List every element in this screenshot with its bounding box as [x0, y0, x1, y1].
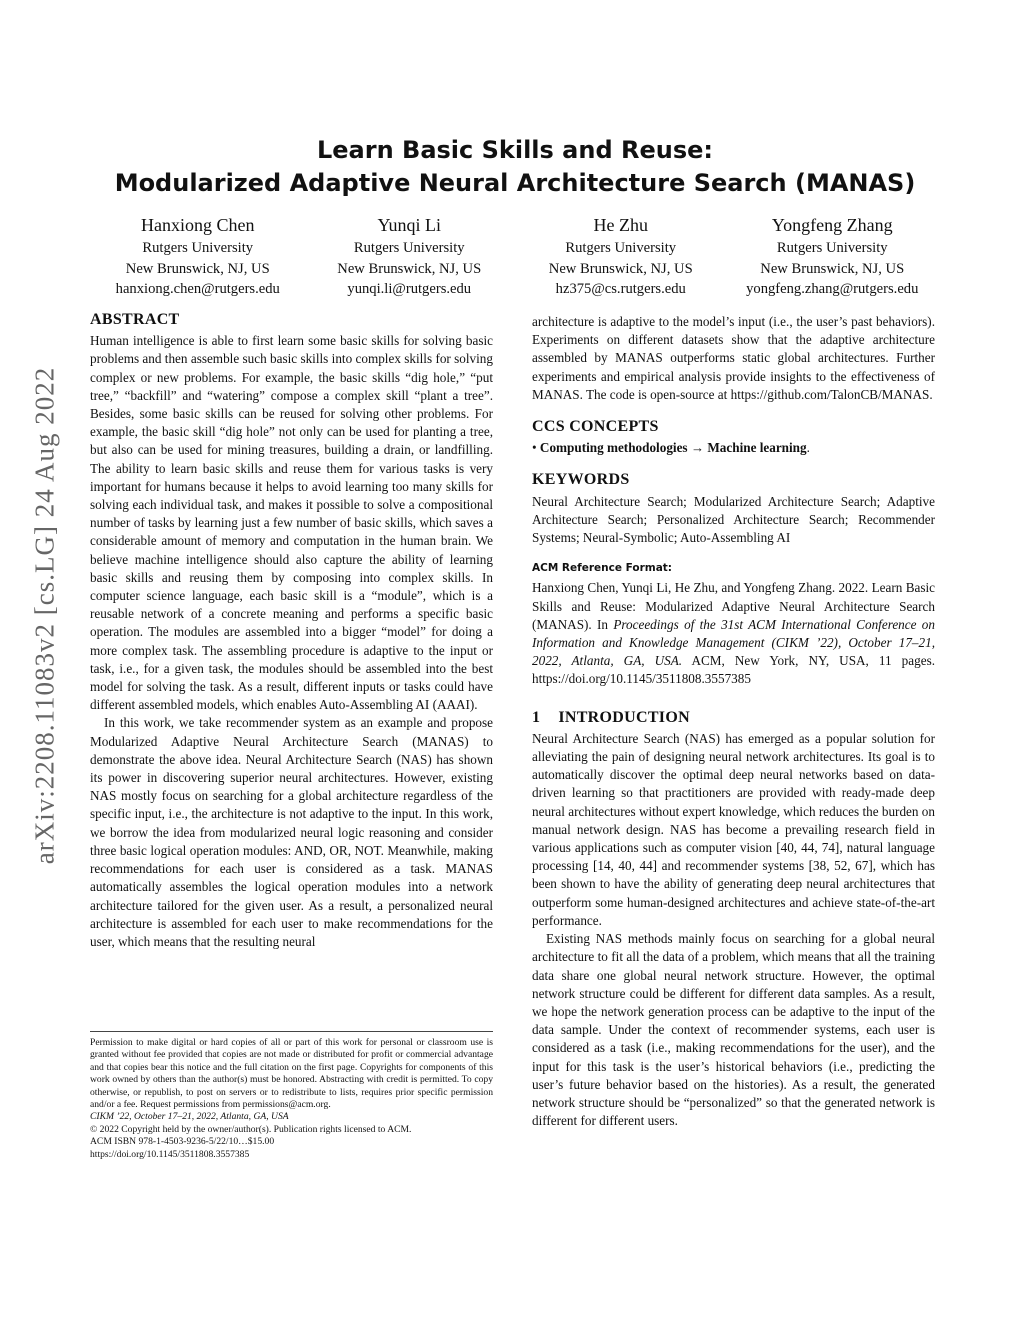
author-email[interactable]: hz375@cs.rutgers.edu — [555, 281, 686, 297]
permission-text: Permission to make digital or hard copies of all or part of this work for personal or classroom use is granted without fee provided that copies are not made or distributed for profit or commercial advantage and that copies bear this notice and the full citation on the first page. Copyrights for components of this work owned by others than the author(s) must be honored. Abstracting with credit is permitted. To copy otherwise, or republish, to post on servers or to redistribute to lists, requires prior specific permission and/or a fee. Request permissions from permissions@acm.org. — [90, 1037, 493, 1111]
author-affiliation: Rutgers University — [565, 240, 677, 256]
left-column — [90, 311, 493, 951]
author-location: New Brunswick, NJ, US — [337, 260, 482, 277]
author-block — [515, 214, 727, 300]
doi-link[interactable]: https://doi.org/10.1145/3511808.3557385 — [90, 1148, 250, 1160]
author-block — [92, 214, 304, 300]
keywords-heading: KEYWORDS — [532, 471, 630, 489]
right-column — [532, 313, 935, 1130]
author-email[interactable]: hanxiong.chen@rutgers.edu — [115, 281, 280, 297]
author-email[interactable]: yunqi.li@rutgers.edu — [347, 281, 472, 297]
author-location: New Brunswick, NJ, US — [548, 260, 693, 277]
abstract-paragraph-3: architecture is adaptive to the model’s input (i.e., the user’s past behaviors). Experiments on different datasets show that the adaptive architecture assembled by MANAS outperforms static global architectures. Further experiments and empirical analysis provide insights to the effectiveness of MANAS. The code is open-source at https://github.com/TalonCB/MANAS. — [532, 314, 935, 402]
copyright-line: © 2022 Copyright held by the owner/author(s). Publication rights licensed to ACM. — [90, 1123, 412, 1135]
conference-line: CIKM ’22, October 17–21, 2022, Atlanta, GA, USA — [90, 1111, 289, 1123]
acm-reference-heading: ACM Reference Format: — [532, 562, 672, 575]
abstract-paragraph-2: In this work, we take recommender system as an example and propose Modularized Adaptive Neural Architecture Search (MANAS) to demonstrate the above idea. Neural Architecture Search (NAS) has shown its power in discovering superior neural architectures. However, existing NAS mostly focus on searching for a global architecture regardless of the specific input, i.e., the architecture is not adaptive to the input. In this work, we borrow the idea from modularized neural logic reasoning and consider three basic logical operation modules: AND, OR, NOT. Meanwhile, making recommendations for each user is considered as a task. MANAS automatically assembles the logical operation modules into a network architecture tailored for the given user. As a result, a personalized neural architecture is assembled for each user to make recommendations for the user, which means that the resulting neural — [90, 715, 493, 949]
arxiv-identifier: arXiv:2208.11083v2 [cs.LG] 24 Aug 2022 — [29, 366, 60, 865]
author-name: Hanxiong Chen — [141, 215, 255, 235]
title-line-2: Modularized Adaptive Neural Architecture Search (MANAS) — [114, 169, 916, 197]
paper-title — [80, 134, 950, 200]
author-name: He Zhu — [593, 215, 648, 235]
author-block — [304, 214, 516, 300]
abstract-heading: ABSTRACT — [90, 311, 180, 328]
acm-reference-text: Hanxiong Chen, Yunqi Li, He Zhu, and Yongfeng Zhang. 2022. Learn Basic Skills and Reuse: Modularized Adaptive Neural Architecture Search (MANAS). In Proceedings of the 31st ACM International Conference on Information and Knowledge Management (CIKM ’22), October 17–21, 2022, Atlanta, GA, USA. ACM, New York, NY, USA, 11 pages. https://doi.org/10.1145/3511808.3557385 — [532, 580, 936, 687]
title-line-1: Learn Basic Skills and Reuse: — [316, 136, 713, 164]
author-name: Yunqi Li — [377, 215, 441, 235]
ccs-heading: CCS CONCEPTS — [532, 418, 659, 436]
author-list — [92, 214, 938, 300]
author-location: New Brunswick, NJ, US — [125, 260, 270, 277]
ccs-item: • Computing methodologies → Machine learning. — [532, 440, 810, 456]
author-affiliation: Rutgers University — [142, 240, 254, 256]
author-location: New Brunswick, NJ, US — [760, 260, 905, 277]
author-email[interactable]: yongfeng.zhang@rutgers.edu — [746, 281, 919, 297]
introduction-paragraph-1: Neural Architecture Search (NAS) has emerged as a popular solution for alleviating the pain of designing neural network architectures. Its goal is to automatically discover the optimal deep neural networks based on data-driven learning so that practitioners are provided with ready-made deep neural architectures without expert knowledge, which reduces the burden on manual network design. NAS has become a prevailing research field in various applications such as computer vision [40, 44, 74], natural language processing [14, 40, 44] and recommender systems [38, 52, 67], which has been shown to have the ability of generating deep neural architectures that outperform some human-designed architectures and achieve state-of-the-art performance. — [532, 730, 935, 928]
permission-footnote — [90, 1031, 493, 1161]
introduction-paragraph-2: Existing NAS methods mainly focus on searching for a global neural architecture to fit all the data of a problem, which means that all the training data share one global neural network structure. However, the optimal network structure could be different for different data samples. As a result, we hope the network generation process can be adaptive to the input of the data sample. Under the context of recommender systems, each user is considered as a task (i.e., making recommendations for the user), and the input for this task is the user’s historical behaviors (i.e., predicting the user’s future behavior based on the histories). As a result, the generated network structure should be “personalized” so that the generated network is different for different users. — [532, 931, 935, 1129]
author-affiliation: Rutgers University — [353, 240, 465, 256]
author-affiliation: Rutgers University — [776, 240, 888, 256]
author-block — [727, 214, 939, 300]
introduction-heading: 1 INTRODUCTION — [532, 708, 690, 726]
author-name: Yongfeng Zhang — [771, 215, 893, 235]
keywords-text: Neural Architecture Search; Modularized Architecture Search; Adaptive Architecture Search; Personalized Architecture Search; Recommender Systems; Neural-Symbolic; Auto-Assembling AI — [532, 493, 935, 546]
abstract-paragraph-1: Human intelligence is able to first learn some basic skills for solving basic problems and then assemble such basic skills into complex skills for solving complex or new problems. For example, the basic skills “dig hole,” “put tree,” “backfill” and “watering” compose a complex skill “plant a tree”. Besides, some basic skills can be reused for solving other problems. For example, the basic skill “dig hole” not only can be used for planting a tree, but also can be used for mining treasures, building a drain, or landfilling. The ability to learn basic skills and reuse them for various tasks is very important for humans because it helps to avoid learning too many skills for solving each individual task, and makes it possible to solve a compositional number of tasks by learning just a few number of basic skills, which saves a considerable amount of memory and computation in the human brain. We believe machine intelligence should also capture the ability of learning basic skills and reusing them by composing into complex skills. In computer science language, each basic skill is a “module”, which is a reusable network of a concrete meaning and performs a specific basic operation. The modules are assembled into a bigger “model” for doing a more complex task. The assembling procedure is adaptive to the input or task, i.e., for a given task, the modules should be assembled into the best model for solving the task. As a result, different inputs or tasks could have different assembled models, which enables Auto-Assembling AI (AAAI). — [90, 333, 493, 713]
isbn-line: ACM ISBN 978-1-4503-9236-5/22/10…$15.00 — [90, 1136, 275, 1148]
ccs-concept: Computing methodologies → Machine learning — [539, 440, 807, 456]
